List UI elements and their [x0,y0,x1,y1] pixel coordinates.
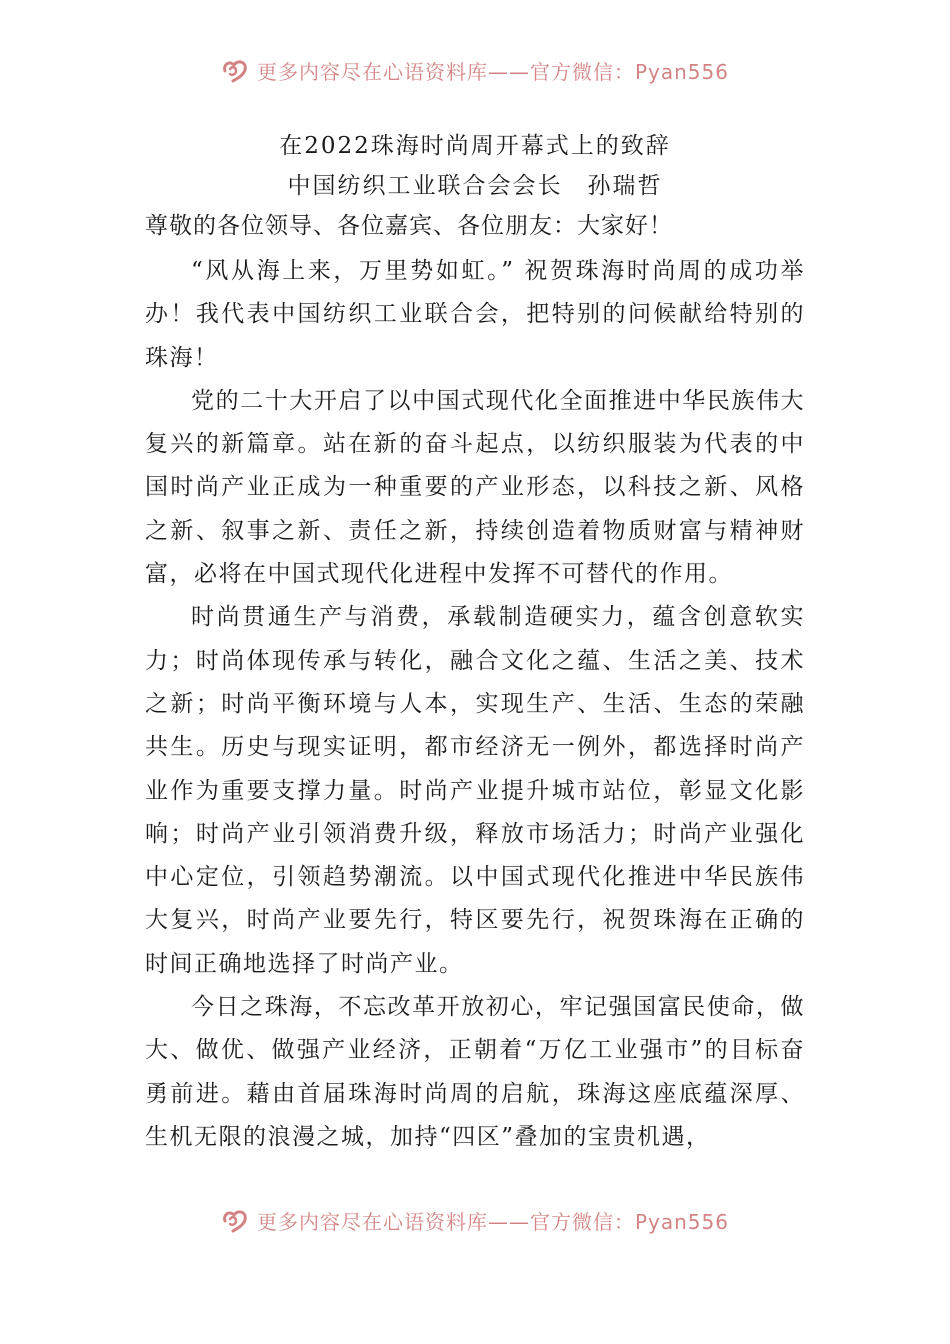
paragraph: 党的二十大开启了以中国式现代化全面推进中华民族伟大复兴的新篇章。站在新的奋斗起点，以纺织服装为代表的中国时尚产业正成为一种重要的产业形态，以科技之新、风格之新、叙事之新、责任之新，持续创造着物质财富与精神财富，必将在中国式现代化进程中发挥不可替代的作用。 [145,387,805,588]
footer-watermark [0,1200,950,1240]
header-watermark [0,50,950,90]
paragraph: 今日之珠海，不忘改革开放初心，牢记强国富民使命，做大、做优、做强产业经济，正朝着“万亿工业强市”的目标奋勇前进。藉由首届珠海时尚周的启航，珠海这座底蕴深厚、生机无限的浪漫之城，加持“四区”叠加的宝贵机遇， [145,994,805,1150]
paragraph: 时尚贯通生产与消费，承载制造硬实力，蕴含创意软实力；时尚体现传承与转化，融合文化之蕴、生活之美、技术之新；时尚平衡环境与人本，实现生产、生活、生态的荣融共生。历史与现实证明，都市经济无一例外，都选择时尚产业作为重要支撑力量。时尚产业提升城市站位，彰显文化影响；时尚产业引领消费升级，释放市场活力；时尚产业强化中心定位，引领趋势潮流。以中国式现代化推进中华民族伟大复兴，时尚产业要先行，特区要先行，祝贺珠海在正确的时间正确地选择了时尚产业。 [145,604,805,977]
watermark-text: 更多内容尽在心语资料库——官方微信：Pyan556 [256,1209,729,1234]
watermark-text: 更多内容尽在心语资料库——官方微信：Pyan556 [256,59,729,84]
greeting-line: 尊敬的各位领导、各位嘉宾、各位朋友：大家好！ [145,213,673,239]
heart-swirl-icon [221,1207,249,1233]
speech-title: 在2022珠海时尚周开幕式上的致辞 [279,133,671,159]
paragraph: “风从海上来，万里势如虹。” 祝贺珠海时尚周的成功举办！我代表中国纺织工业联合会，把特别的问候献给特别的珠海！ [145,258,805,371]
heart-swirl-icon [221,57,249,83]
speaker-line: 中国纺织工业联合会会长 孙瑞哲 [287,173,663,199]
document-body [145,126,805,1159]
